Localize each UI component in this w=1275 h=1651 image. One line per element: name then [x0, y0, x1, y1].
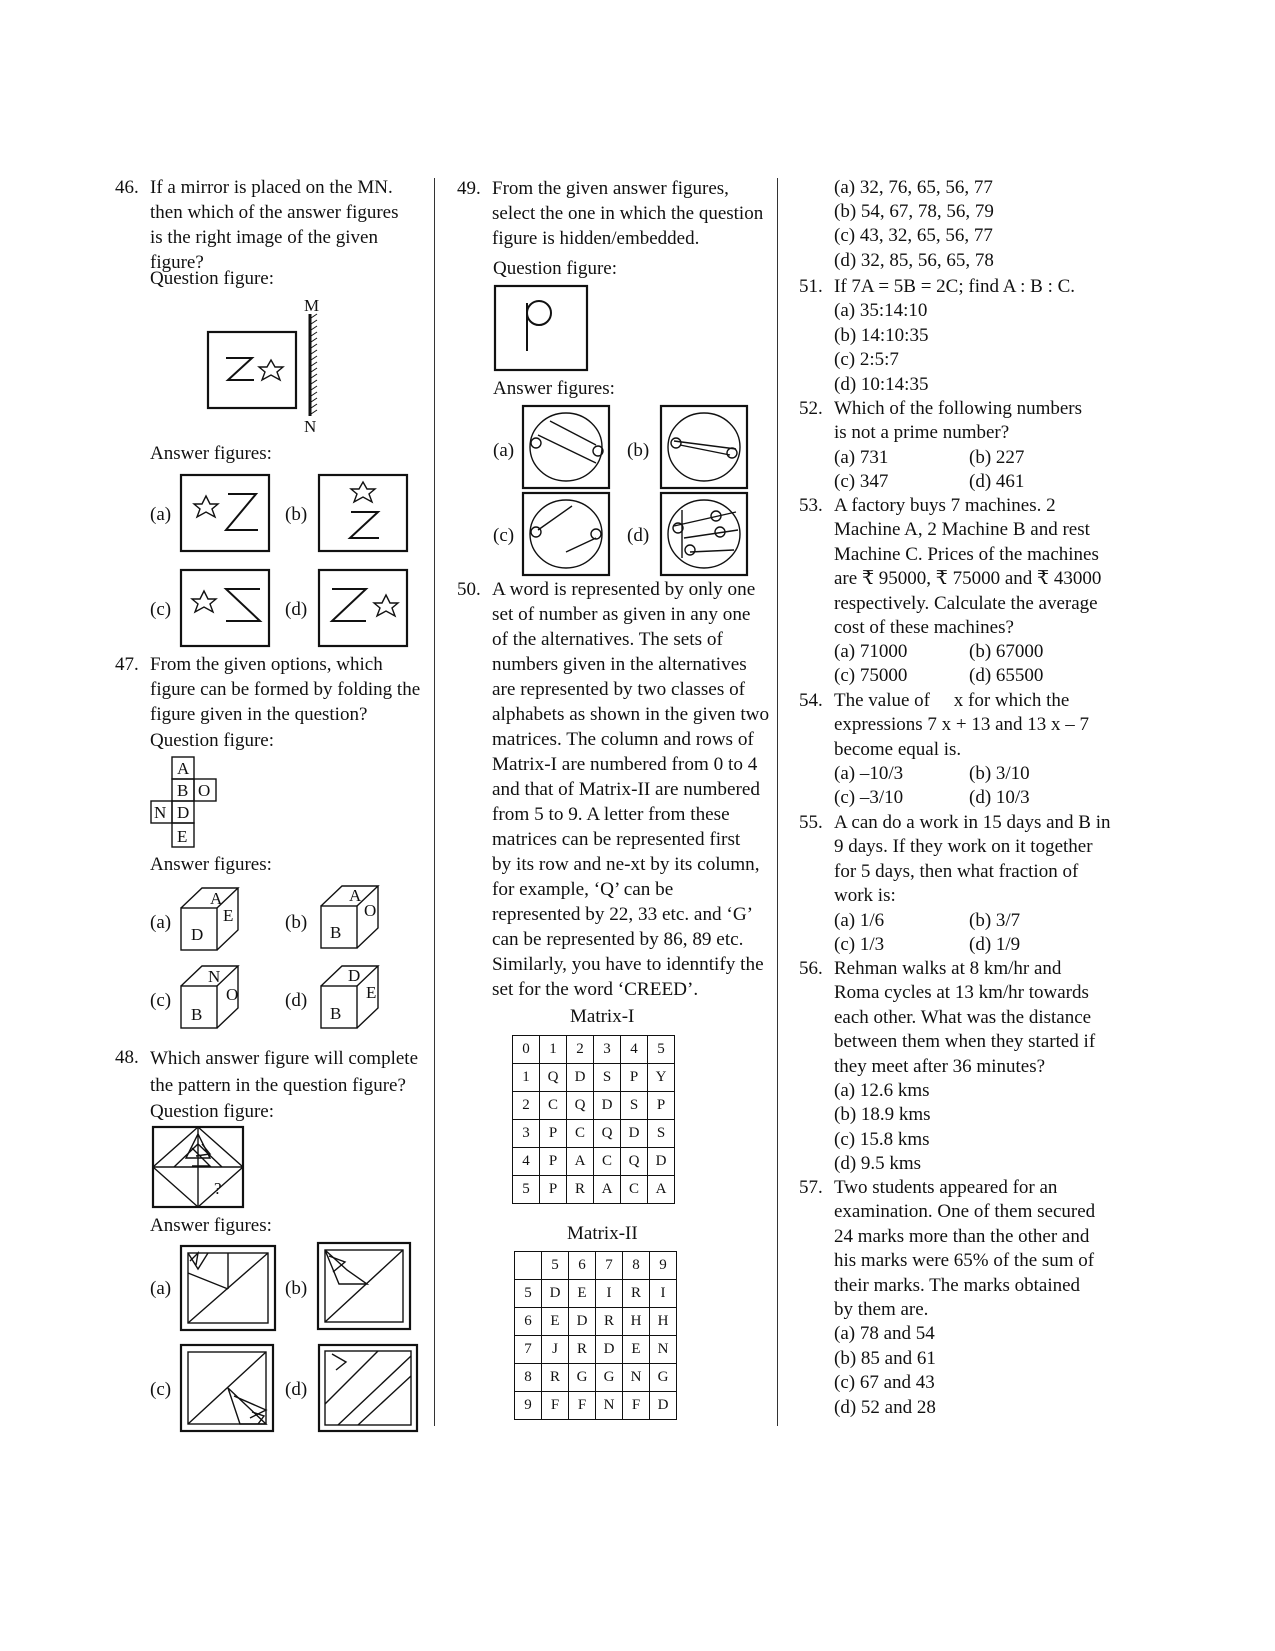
- matrix-cell: I: [596, 1280, 623, 1308]
- matrix-cell: E: [623, 1336, 650, 1364]
- missing-mark: ?: [214, 1179, 222, 1198]
- option-label-d[interactable]: (d): [285, 599, 308, 620]
- matrix-cell: G: [569, 1364, 596, 1392]
- matrix-cell: H: [650, 1308, 677, 1336]
- option-label-b[interactable]: (b): [627, 440, 650, 461]
- option-label-d[interactable]: (d): [285, 1379, 308, 1400]
- question-figure-label: Question figure:: [493, 258, 618, 279]
- matrix-cell: 5: [513, 1176, 540, 1204]
- option-c[interactable]: (c) –3/10: [834, 787, 904, 808]
- question-text: figure given in the question?: [150, 704, 368, 725]
- matrix-cell: 9: [515, 1392, 542, 1420]
- option-a[interactable]: (a) 1/6: [834, 910, 885, 931]
- option-d[interactable]: (d) 65500: [969, 665, 1044, 686]
- matrix-cell: A: [594, 1176, 621, 1204]
- question-text: expressions 7 x + 13 and 13 x – 7: [834, 714, 1090, 736]
- cube-face-front: D: [191, 925, 204, 944]
- question-text: is not a prime number?: [834, 422, 1010, 444]
- mirror-label-n: N: [304, 417, 317, 436]
- question-text: they meet after 36 minutes?: [834, 1055, 1046, 1077]
- question-text: their marks. The marks obtained: [834, 1274, 1081, 1296]
- cube-net-figure: [150, 756, 230, 851]
- matrix-cell: N: [596, 1392, 623, 1420]
- question-text: then which of the answer figures: [150, 202, 399, 223]
- question-text: examination. One of them secured: [834, 1201, 1096, 1223]
- answer-cube-47a[interactable]: [180, 886, 250, 956]
- option-label-b[interactable]: (b): [285, 504, 308, 525]
- option-c[interactable]: (c) 43, 32, 65, 56, 77: [834, 225, 993, 247]
- matrix-cell: F: [569, 1392, 596, 1420]
- answer-figure-48b[interactable]: [317, 1242, 413, 1332]
- question-number: 52.: [799, 398, 823, 419]
- matrix-cell: 5: [648, 1036, 675, 1064]
- answer-figure-46d[interactable]: [318, 569, 408, 649]
- matrix-cell: Q: [621, 1148, 648, 1176]
- question-number: 56.: [799, 958, 823, 979]
- question-text: Similarly, you have to idenntify the: [492, 954, 764, 975]
- question-figure-label: Question figure:: [150, 1101, 275, 1122]
- cube-face-front: B: [191, 1005, 203, 1024]
- mirror-label-m: M: [304, 296, 320, 315]
- matrix-cell: D: [569, 1308, 596, 1336]
- answer-figure-49d[interactable]: [660, 492, 750, 578]
- question-text: From the given options, which: [150, 654, 383, 675]
- option-label-b[interactable]: (b): [285, 912, 308, 933]
- option-label-c[interactable]: (c): [493, 525, 515, 546]
- option-b[interactable]: (b) 3/7: [969, 910, 1021, 931]
- option-a[interactable]: (a) 78 and 54: [834, 1323, 935, 1345]
- matrix-cell: C: [621, 1176, 648, 1204]
- option-b[interactable]: (b) 14:10:35: [834, 324, 929, 346]
- matrix-cell: 5: [542, 1252, 569, 1280]
- option-d[interactable]: (d) 461: [969, 471, 1025, 492]
- matrix-cell: 3: [594, 1036, 621, 1064]
- cube-face-front: B: [330, 923, 342, 942]
- matrix-cell: Q: [540, 1064, 567, 1092]
- matrix-cell: [515, 1252, 542, 1280]
- matrix-cell: J: [542, 1336, 569, 1364]
- matrix-cell: P: [621, 1064, 648, 1092]
- matrix-cell: G: [650, 1364, 677, 1392]
- option-label-c[interactable]: (c): [150, 1379, 172, 1400]
- question-text: is the right image of the given: [150, 227, 378, 248]
- question-text: work is:: [834, 885, 896, 907]
- question-text: for 5 days, then what fraction of: [834, 860, 1079, 882]
- matrix-cell: 7: [596, 1252, 623, 1280]
- question-text: matrices can be represented first: [492, 829, 741, 850]
- answer-figure-49b[interactable]: [660, 405, 750, 491]
- matrix-cell: N: [623, 1364, 650, 1392]
- cube-face-top: A: [349, 886, 362, 905]
- matrix-cell: Y: [648, 1064, 675, 1092]
- cube-face-side: O: [364, 901, 377, 920]
- question-number: 48.: [115, 1047, 139, 1068]
- question-text: 9 days. If they work on it together: [834, 836, 1093, 858]
- question-text: by them are.: [834, 1299, 929, 1321]
- question-text: are ₹ 95000, ₹ 75000 and ₹ 43000: [834, 568, 1102, 590]
- column-divider-2: [777, 178, 778, 1426]
- question-text: of the alternatives. The sets of: [492, 629, 723, 650]
- question-text: by its row and ne-xt by its column,: [492, 854, 760, 875]
- matrix-cell: 8: [515, 1364, 542, 1392]
- matrix-cell: P: [540, 1176, 567, 1204]
- question-text: the pattern in the question figure?: [150, 1075, 406, 1096]
- question-text: respectively. Calculate the average: [834, 592, 1098, 614]
- question-text: A factory buys 7 machines. 2: [834, 495, 1056, 516]
- answer-figures-label: Answer figures:: [493, 378, 615, 399]
- pattern-question-figure: [152, 1126, 247, 1211]
- matrix-cell: G: [596, 1364, 623, 1392]
- answer-figure-46b[interactable]: [318, 474, 408, 554]
- question-text: Machine A, 2 Machine B and rest: [834, 519, 1090, 541]
- cube-face-top: N: [208, 967, 221, 986]
- question-text: figure?: [150, 252, 204, 273]
- matrix-cell: Q: [594, 1120, 621, 1148]
- matrix-cell: R: [569, 1336, 596, 1364]
- question-text: figure can be formed by folding the: [150, 679, 421, 700]
- matrix-cell: S: [594, 1064, 621, 1092]
- cube-face-top: D: [348, 966, 361, 985]
- column-divider-1: [434, 178, 435, 1426]
- question-number: 50.: [457, 579, 481, 600]
- question-text: A word is represented by only one: [492, 579, 756, 600]
- option-d[interactable]: (d) 10/3: [969, 787, 1030, 808]
- matrix-cell: S: [621, 1092, 648, 1120]
- option-label-a[interactable]: (a): [150, 1278, 172, 1299]
- option-b[interactable]: (b) 54, 67, 78, 56, 79: [834, 201, 994, 223]
- option-a[interactable]: (a) –10/3: [834, 763, 904, 784]
- matrix-cell: F: [623, 1392, 650, 1420]
- matrix-cell: D: [542, 1280, 569, 1308]
- question-figure-label: Question figure:: [150, 730, 275, 751]
- matrix-cell: D: [648, 1148, 675, 1176]
- question-text: numbers given in the alternatives: [492, 654, 747, 675]
- option-c[interactable]: (c) 347: [834, 471, 889, 492]
- cube-face-front: B: [330, 1004, 342, 1023]
- q50-options: [834, 176, 994, 273]
- option-b[interactable]: (b) 67000: [969, 641, 1044, 662]
- matrix-cell: D: [594, 1092, 621, 1120]
- matrix-cell: 5: [515, 1280, 542, 1308]
- matrix-cell: R: [596, 1308, 623, 1336]
- option-label-d[interactable]: (d): [285, 990, 308, 1011]
- question-text: set of number as given in any one: [492, 604, 751, 625]
- matrix-cell: 6: [515, 1308, 542, 1336]
- question-text: If a mirror is placed on the MN.: [150, 177, 393, 198]
- matrix-1-title: Matrix-I: [570, 1006, 635, 1027]
- option-b[interactable]: (b) 85 and 61: [834, 1347, 936, 1369]
- matrix-cell: A: [567, 1148, 594, 1176]
- matrix-cell: D: [596, 1336, 623, 1364]
- question-text: 24 marks more than the other and: [834, 1225, 1090, 1247]
- net-letter: B: [177, 781, 189, 800]
- matrix-cell: 3: [513, 1120, 540, 1148]
- matrix-2: [514, 1251, 677, 1420]
- question-number: 51.: [799, 276, 823, 297]
- answer-figures-label: Answer figures:: [150, 854, 272, 875]
- matrix-cell: 6: [569, 1252, 596, 1280]
- option-c[interactable]: (c) 67 and 43: [834, 1372, 935, 1394]
- answer-figure-49c[interactable]: [522, 492, 612, 578]
- matrix-cell: D: [567, 1064, 594, 1092]
- answer-cube-47d[interactable]: [320, 964, 390, 1034]
- question-number: 47.: [115, 654, 139, 675]
- matrix-cell: 0: [513, 1036, 540, 1064]
- question-text: Two students appeared for an: [834, 1177, 1058, 1198]
- matrix-cell: R: [542, 1364, 569, 1392]
- question-text: from 5 to 9. A letter from these: [492, 804, 730, 825]
- question-text: each other. What was the distance: [834, 1006, 1092, 1028]
- answer-figure-48d[interactable]: [318, 1344, 418, 1434]
- question-text: represented by 22, 33 etc. and ‘G’: [492, 904, 754, 925]
- matrix-cell: C: [540, 1092, 567, 1120]
- matrix-cell: C: [594, 1148, 621, 1176]
- option-b[interactable]: (b) 3/10: [969, 763, 1030, 784]
- option-b[interactable]: (b) 227: [969, 447, 1025, 468]
- matrix-cell: 2: [567, 1036, 594, 1064]
- cube-face-side: E: [366, 983, 377, 1002]
- matrix-2-title: Matrix-II: [567, 1223, 638, 1244]
- option-d[interactable]: (d) 52 and 28: [834, 1396, 936, 1418]
- option-label-c[interactable]: (c): [150, 990, 172, 1011]
- matrix-cell: H: [623, 1308, 650, 1336]
- question-text: matrices. The column and rows of: [492, 729, 754, 750]
- matrix-cell: 9: [650, 1252, 677, 1280]
- option-a[interactable]: (a) 32, 76, 65, 56, 77: [834, 177, 993, 198]
- option-a[interactable]: (a) 35:14:10: [834, 300, 928, 322]
- question-number: 54.: [799, 690, 823, 711]
- option-a[interactable]: (a) 71000: [834, 641, 908, 662]
- answer-figures-label: Answer figures:: [150, 1215, 272, 1236]
- matrix-cell: P: [648, 1092, 675, 1120]
- question-text: Which answer figure will complete: [150, 1048, 419, 1069]
- question-number: 49.: [457, 178, 481, 199]
- matrix-cell: 4: [621, 1036, 648, 1064]
- matrix-cell: 7: [515, 1336, 542, 1364]
- question-text: between them when they started if: [834, 1031, 1096, 1053]
- question-number: 46.: [115, 177, 139, 198]
- matrix-1: [512, 1035, 675, 1204]
- option-label-a[interactable]: (a): [150, 504, 172, 525]
- option-b[interactable]: (b) 18.9 kms: [834, 1104, 931, 1126]
- answer-figure-46a[interactable]: [180, 474, 270, 554]
- matrix-cell: 1: [540, 1036, 567, 1064]
- question-text: select the one in which the question: [492, 203, 764, 224]
- option-label-a[interactable]: (a): [493, 440, 515, 461]
- option-a[interactable]: (a) 12.6 kms: [834, 1080, 930, 1102]
- answer-figure-48a[interactable]: [180, 1245, 276, 1331]
- matrix-cell: C: [567, 1120, 594, 1148]
- net-letter: N: [154, 803, 167, 822]
- mirror-question-figure: [200, 298, 330, 438]
- option-label-a[interactable]: (a): [150, 912, 172, 933]
- option-c[interactable]: (c) 1/3: [834, 934, 885, 955]
- cube-face-top: A: [210, 889, 223, 908]
- matrix-cell: 1: [513, 1064, 540, 1092]
- matrix-cell: E: [569, 1280, 596, 1308]
- question-text: are represented by two classes of: [492, 679, 746, 700]
- matrix-cell: 2: [513, 1092, 540, 1120]
- matrix-cell: R: [567, 1176, 594, 1204]
- cube-face-side: O: [226, 985, 239, 1004]
- question-text: If 7A = 5B = 2C; find A : B : C.: [834, 276, 1076, 297]
- question-text: can be represented by 86, 89 etc.: [492, 929, 744, 950]
- matrix-cell: P: [540, 1120, 567, 1148]
- net-letter: D: [177, 803, 190, 822]
- matrix-cell: N: [650, 1336, 677, 1364]
- net-letter: O: [198, 781, 211, 800]
- question-text: Roma cycles at 13 km/hr towards: [834, 982, 1089, 1004]
- matrix-cell: S: [648, 1120, 675, 1148]
- option-d[interactable]: (d) 1/9: [969, 934, 1021, 955]
- question-text: Machine C. Prices of the machines: [834, 543, 1099, 565]
- net-letter: E: [177, 827, 188, 846]
- question-text: A can do a work in 15 days and B in: [834, 812, 1111, 833]
- option-d[interactable]: (d) 10:14:35: [834, 373, 929, 395]
- question-number: 55.: [799, 812, 823, 833]
- answer-cube-47b[interactable]: [320, 884, 390, 954]
- matrix-cell: E: [542, 1308, 569, 1336]
- matrix-cell: Q: [567, 1092, 594, 1120]
- matrix-cell: F: [542, 1392, 569, 1420]
- question-text: for example, ‘Q’ can be: [492, 879, 674, 900]
- answer-figures-label: Answer figures:: [150, 443, 272, 464]
- question-text: and that of Matrix-II are numbered: [492, 779, 760, 800]
- option-label-d[interactable]: (d): [627, 525, 650, 546]
- net-letter: A: [177, 759, 190, 778]
- matrix-cell: A: [648, 1176, 675, 1204]
- question-number: 57.: [799, 1177, 823, 1198]
- question-figure-label: Question figure:: [150, 268, 275, 289]
- option-a[interactable]: (a) 731: [834, 447, 889, 468]
- question-number: 53.: [799, 495, 823, 516]
- answer-figure-46c[interactable]: [180, 569, 270, 649]
- embedded-question-figure: [494, 285, 589, 373]
- option-label-c[interactable]: (c): [150, 599, 172, 620]
- answer-cube-47c[interactable]: [180, 964, 250, 1034]
- matrix-cell: I: [650, 1280, 677, 1308]
- option-c[interactable]: (c) 2:5:7: [834, 349, 899, 371]
- option-c[interactable]: (c) 15.8 kms: [834, 1128, 930, 1150]
- question-text: The value of x for which the: [834, 690, 1070, 711]
- question-text: figure is hidden/embedded.: [492, 228, 700, 249]
- matrix-cell: 8: [623, 1252, 650, 1280]
- matrix-cell: 4: [513, 1148, 540, 1176]
- question-text: set for the word ‘CREED’.: [492, 979, 699, 1000]
- matrix-cell: R: [623, 1280, 650, 1308]
- matrix-cell: D: [650, 1392, 677, 1420]
- question-text: cost of these machines?: [834, 617, 1014, 639]
- question-text: become equal is.: [834, 738, 962, 760]
- question-text: his marks were 65% of the sum of: [834, 1250, 1095, 1272]
- question-text: Which of the following numbers: [834, 398, 1083, 419]
- matrix-cell: P: [540, 1148, 567, 1176]
- option-d[interactable]: (d) 32, 85, 56, 65, 78: [834, 249, 994, 271]
- option-c[interactable]: (c) 75000: [834, 665, 908, 686]
- matrix-cell: D: [621, 1120, 648, 1148]
- question-text: Rehman walks at 8 km/hr and: [834, 958, 1062, 979]
- question-text: alphabets as shown in the given two: [492, 704, 770, 725]
- answer-figure-48c[interactable]: [180, 1344, 276, 1434]
- option-d[interactable]: (d) 9.5 kms: [834, 1153, 922, 1175]
- option-label-b[interactable]: (b): [285, 1278, 308, 1299]
- question-text: Matrix-I are numbered from 0 to 4: [492, 754, 758, 775]
- answer-figure-49a[interactable]: [522, 405, 612, 491]
- cube-face-side: E: [223, 906, 234, 925]
- question-text: From the given answer figures,: [492, 178, 729, 199]
